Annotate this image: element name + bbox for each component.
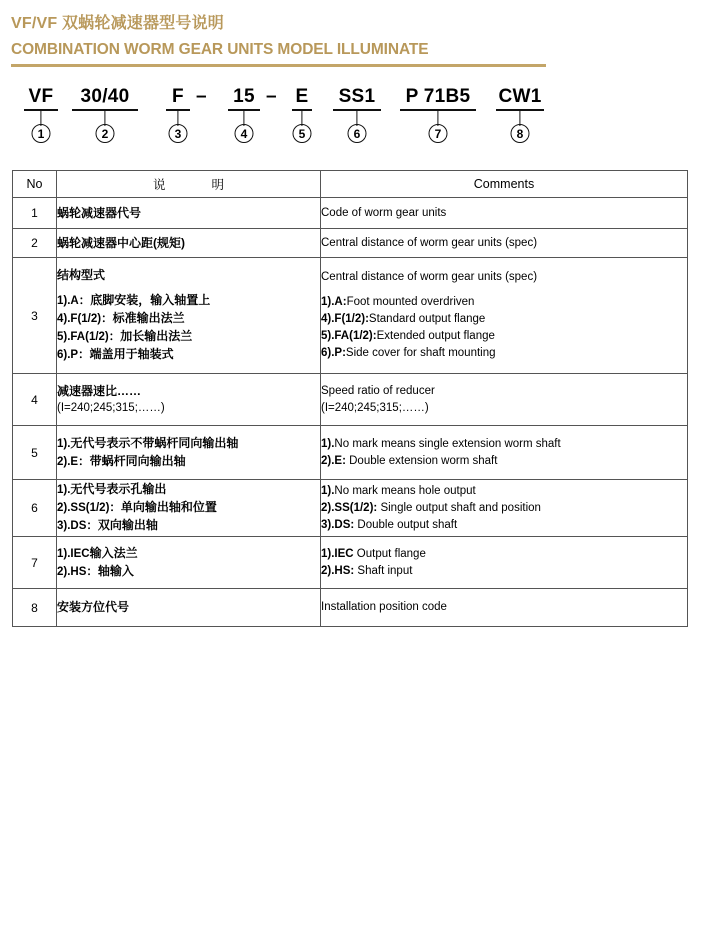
title-underline-rule [11, 64, 546, 67]
model-designation-table [12, 170, 688, 627]
description-cell-chinese-item-text-3: 加长输出法兰 [120, 329, 193, 343]
code-segment-text-7: P 71B5 [405, 86, 471, 107]
comments-cell-english [321, 258, 688, 374]
comments-cell-english-item-text-1: Output flange [353, 547, 426, 560]
code-index-circle-1: 1 [32, 124, 51, 143]
comments-cell-english-item-code-1: 1).A: [321, 296, 347, 308]
row-number-cell: 3 [13, 258, 57, 374]
description-cell-chinese-item-text-2: 轴输入 [97, 563, 134, 578]
comments-cell-english-title: Speed ratio of reducer [321, 384, 435, 397]
description-cell-chinese-item-2 [57, 499, 320, 517]
description-cell-chinese-item-text-1: 无代号表示孔输出 [70, 482, 167, 496]
description-cell-chinese-item-code-2: 4).F(1/2)： [57, 313, 113, 325]
table-row [13, 258, 688, 374]
description-cell-chinese-item-code-1: 1).IEC [57, 547, 90, 560]
description-cell-chinese-item-4 [57, 346, 320, 364]
code-index-circle-2: 2 [96, 124, 115, 143]
code-segment-text-4: 15 [233, 86, 255, 107]
description-cell-chinese [57, 589, 321, 627]
comments-cell-english [321, 426, 688, 480]
comments-cell-english-item-code-2: 2).E: [321, 454, 346, 467]
description-cell-chinese-item-code-1: 1). [57, 437, 71, 450]
code-segment-5 [292, 86, 312, 111]
code-segment-1 [24, 86, 58, 111]
description-cell-chinese [57, 537, 321, 589]
row-number-cell: 7 [13, 537, 57, 589]
comments-cell-english-item-text-4: Side cover for shaft mounting [345, 347, 496, 359]
description-cell-chinese-item-text-3: 双向输出轴 [97, 518, 158, 532]
comments-cell-english [321, 537, 688, 589]
column-header-description-char1: 说 [152, 178, 166, 192]
comments-cell-english-item-1 [321, 483, 687, 500]
code-index-circle-4: 4 [235, 124, 254, 143]
description-cell-chinese-item-code-4: 6).P： [57, 349, 90, 361]
row-number-cell: 5 [13, 426, 57, 480]
table-row [13, 426, 688, 480]
description-cell-chinese-item-3 [57, 517, 320, 535]
description-cell-chinese-item-text-4: 端盖用于轴装式 [89, 347, 174, 361]
comments-cell-english-item-code-1: 1). [321, 484, 335, 497]
comments-cell-english-item-4 [321, 345, 687, 362]
comments-cell-english-title: Central distance of worm gear units (spec) [321, 236, 538, 249]
description-cell-chinese-item-code-1: 1). [57, 484, 71, 496]
description-cell-chinese-title: 减速器速比…… [57, 383, 142, 398]
spacer [321, 286, 687, 294]
description-cell-chinese-item-2 [57, 563, 320, 581]
code-segment-2 [72, 86, 138, 111]
table-row [13, 589, 688, 627]
table-row [13, 229, 688, 258]
comments-cell-english-title: Installation position code [321, 601, 447, 613]
description-cell-chinese-item-1 [57, 292, 320, 310]
comments-cell-english-item-text-3: Double output shaft [354, 518, 458, 531]
row-number-cell: 6 [13, 480, 57, 537]
table-header-row [13, 171, 688, 198]
code-segment-text-3: F [172, 86, 184, 107]
comments-cell-english-item-1 [321, 436, 687, 453]
description-cell-chinese [57, 229, 321, 258]
table-row [13, 198, 688, 229]
description-cell-chinese-item-2 [57, 453, 320, 471]
description-cell-chinese-item-3 [57, 328, 320, 346]
comments-cell-english-item-1 [321, 294, 687, 311]
comments-cell-english-item-code-1: 1).IEC [321, 547, 354, 560]
comments-cell-english-title: Central distance of worm gear units (spec) [321, 271, 538, 283]
comments-cell-english-item-2 [321, 500, 687, 517]
comments-cell-english-subtitle: (I=240;245;315;……) [321, 401, 429, 414]
code-index-circle-7: 7 [429, 124, 448, 143]
description-cell-chinese-item-text-2: 单向输出轴和位置 [120, 500, 217, 514]
description-cell-chinese-title: 蜗轮减速器代号 [57, 205, 142, 220]
code-separator-dash-1: – [196, 86, 207, 107]
column-header-no: No [13, 171, 57, 198]
row-number-cell: 8 [13, 589, 57, 627]
code-index-circle-3: 3 [169, 124, 188, 143]
column-header-description [57, 171, 321, 198]
description-cell-chinese-item-code-2: 2).SS(1/2)： [57, 502, 121, 514]
column-header-description-char2: 明 [211, 178, 225, 192]
table-row [13, 537, 688, 589]
comments-cell-english [321, 374, 688, 426]
description-cell-chinese [57, 198, 321, 229]
description-cell-chinese-item-code-1: 1).A： [57, 295, 91, 307]
code-index-circle-8: 8 [511, 124, 530, 143]
comments-cell-english-item-text-1: No mark means hole output [334, 484, 476, 497]
code-separator-dash-2: – [266, 86, 277, 107]
code-index-circle-5: 5 [293, 124, 312, 143]
page-title-english: COMBINATION WORM GEAR UNITS MODEL ILLUMINATE [11, 41, 429, 58]
comments-cell-english [321, 198, 688, 229]
description-cell-chinese [57, 480, 321, 537]
code-segment-8 [496, 86, 544, 111]
document-heading [11, 14, 691, 67]
comments-cell-english-item-code-2: 2).HS: [321, 564, 355, 577]
comments-cell-english-item-text-1: No mark means single extension worm shaft [334, 437, 561, 450]
comments-cell-english-item-code-4: 6).P: [321, 347, 346, 359]
description-cell-chinese-item-code-2: 2).E： [57, 455, 90, 468]
code-segment-text-8: CW1 [498, 86, 542, 107]
comments-cell-english-item-code-2: 2).SS(1/2): [321, 501, 378, 514]
code-segment-4 [228, 86, 260, 111]
description-cell-chinese-item-1 [57, 545, 320, 563]
comments-cell-english-item-text-2: Double extension worm shaft [345, 454, 498, 467]
spacer [57, 284, 320, 292]
description-cell-chinese-title: 蜗轮减速器中心距(规矩) [57, 235, 185, 250]
code-segment-6 [333, 86, 381, 111]
column-header-comments: Comments [321, 171, 688, 198]
code-segment-3 [166, 86, 190, 111]
comments-cell-english-item-1 [321, 546, 687, 563]
comments-cell-english-item-code-2: 4).F(1/2): [321, 313, 369, 325]
table-row [13, 480, 688, 537]
comments-cell-english [321, 229, 688, 258]
comments-cell-english-item-text-2: Shaft input [354, 564, 413, 577]
row-number-cell: 2 [13, 229, 57, 258]
comments-cell-english-item-2 [321, 311, 687, 328]
row-number-cell: 4 [13, 374, 57, 426]
page-title-chinese: VF/VF 双蜗轮减速器型号说明 [11, 15, 224, 32]
description-cell-chinese [57, 374, 321, 426]
comments-cell-english-item-2 [321, 453, 687, 470]
description-cell-chinese-item-1 [57, 435, 320, 453]
code-segment-text-2: 30/40 [80, 86, 130, 107]
comments-cell-english-item-code-3: 5).FA(1/2): [321, 330, 377, 342]
comments-cell-english-item-code-1: 1). [321, 437, 335, 450]
row-number-cell: 1 [13, 198, 57, 229]
description-cell-chinese-item-text-2: 带蜗杆同向输出轴 [89, 453, 186, 468]
comments-cell-english-item-2 [321, 563, 687, 580]
description-cell-chinese-title: 安装方位代号 [57, 600, 130, 614]
model-code-diagram [0, 86, 708, 161]
description-cell-chinese-item-2 [57, 310, 320, 328]
description-cell-chinese-item-text-1: 无代号表示不带蜗杆同向输出轴 [70, 435, 239, 450]
description-cell-chinese-item-code-3: 5).FA(1/2)： [57, 331, 121, 343]
description-cell-chinese-title: 结构型式 [57, 268, 106, 282]
comments-cell-english-item-3 [321, 328, 687, 345]
comments-cell-english [321, 589, 688, 627]
comments-cell-english [321, 480, 688, 537]
description-cell-chinese-subtitle: (I=240;245;315;……) [57, 401, 165, 414]
comments-cell-english-title: Code of worm gear units [321, 206, 447, 219]
code-segment-text-1: VF [28, 86, 54, 107]
description-cell-chinese [57, 426, 321, 480]
comments-cell-english-item-code-3: 3).DS: [321, 518, 355, 531]
comments-cell-english-item-3 [321, 517, 687, 534]
table-body [13, 198, 688, 627]
description-cell-chinese [57, 258, 321, 374]
description-cell-chinese-item-1 [57, 481, 320, 499]
description-cell-chinese-item-text-1: 输入法兰 [89, 545, 138, 560]
comments-cell-english-item-text-2: Standard output flange [368, 313, 486, 325]
code-index-circle-6: 6 [348, 124, 367, 143]
comments-cell-english-item-text-3: Extended output flange [376, 330, 495, 342]
code-segment-7 [400, 86, 476, 111]
comments-cell-english-item-text-1: Foot mounted overdriven [346, 296, 475, 308]
table-row [13, 374, 688, 426]
description-cell-chinese-item-code-2: 2).HS： [57, 565, 98, 578]
description-cell-chinese-item-text-2: 标准输出法兰 [112, 311, 185, 325]
description-cell-chinese-item-text-1: 底脚安装，输入轴置上 [90, 293, 211, 307]
description-cell-chinese-item-code-3: 3).DS： [57, 520, 98, 532]
code-segment-text-6: SS1 [338, 86, 376, 107]
comments-cell-english-item-text-2: Single output shaft and position [377, 501, 541, 514]
code-segment-text-5: E [295, 86, 309, 107]
